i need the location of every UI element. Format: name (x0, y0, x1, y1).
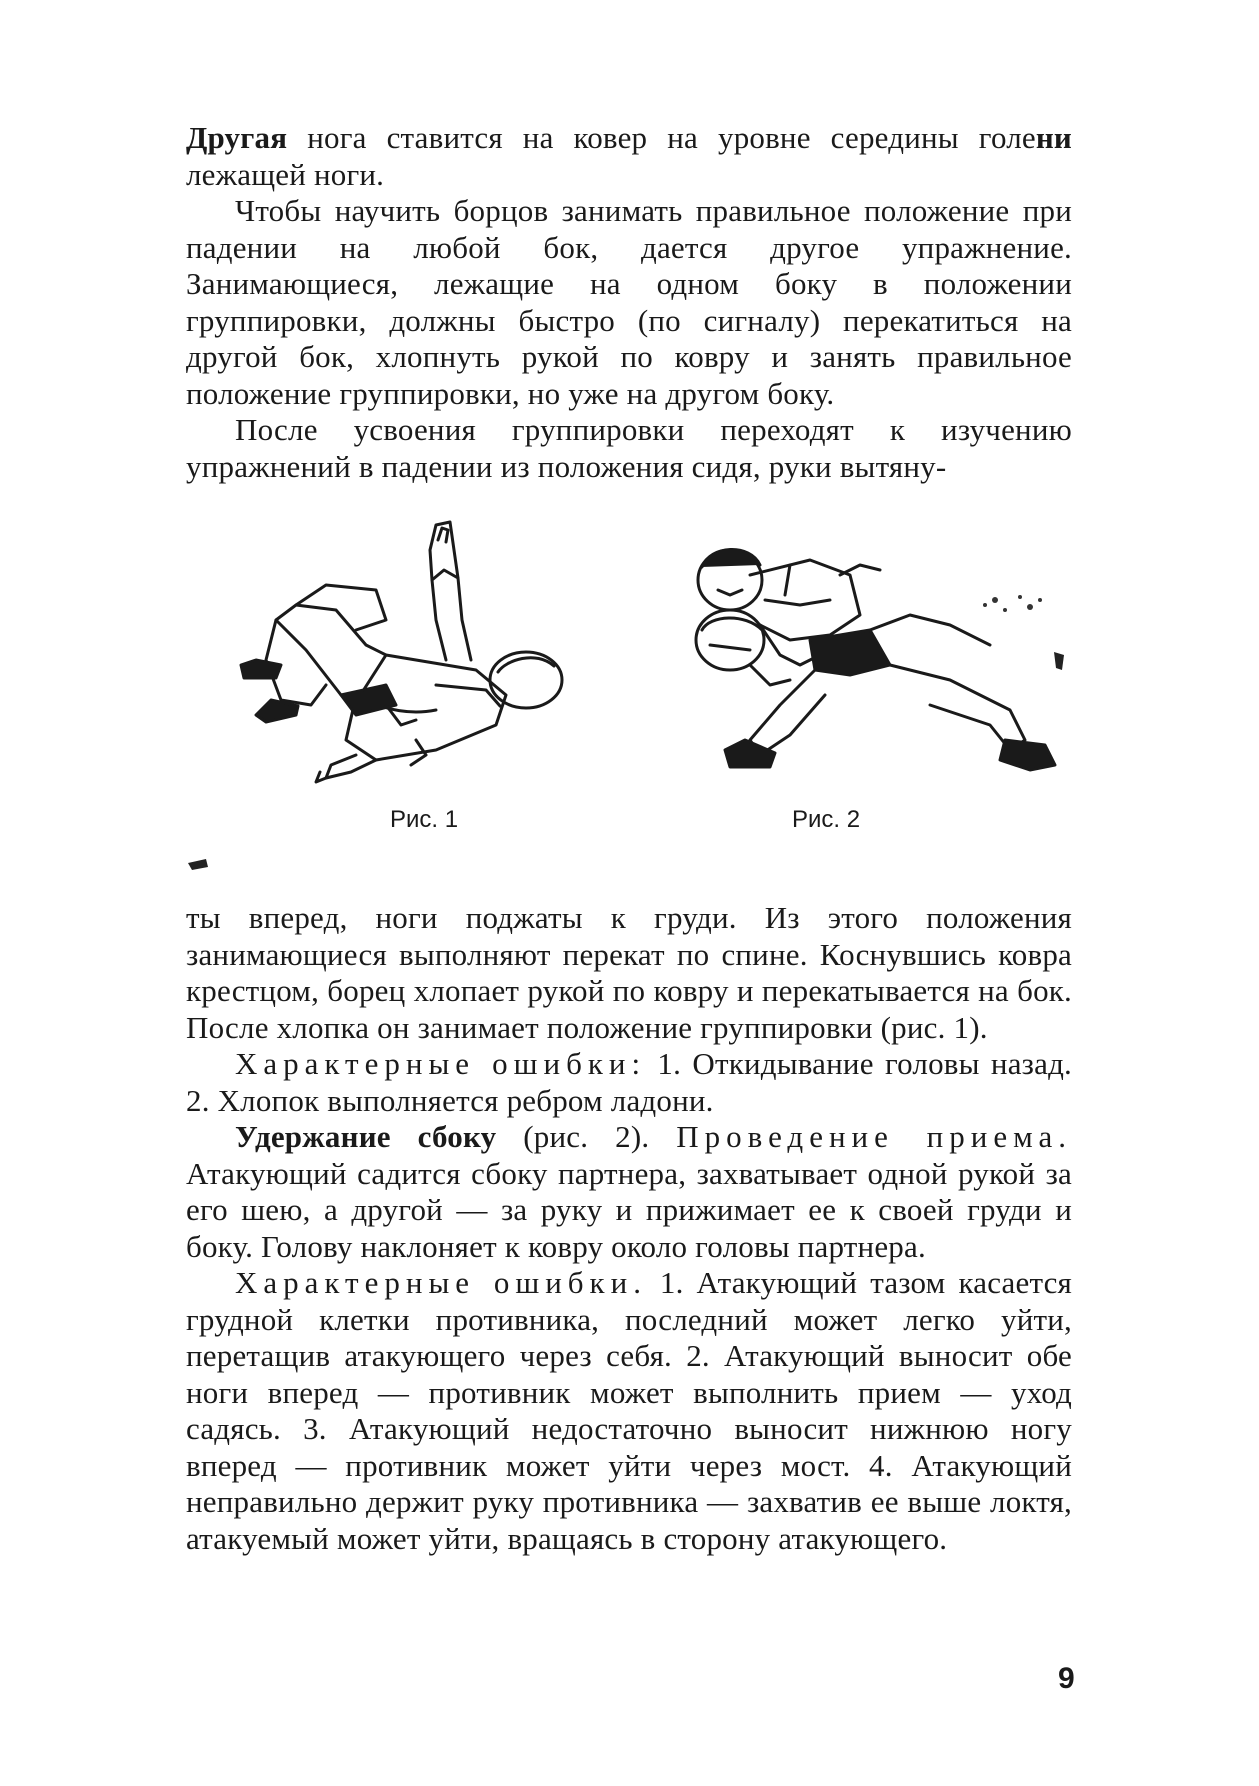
paragraph-4: ты вперед, ноги поджаты к груди. Из этого положения занимающиеся выполняют перекат по спине. Коснувшись ковра крестцом, борец хлопает рукой по ковру и перекатывается на бок. После хлопка он занимает положение группировки (рис. 1). (186, 900, 1072, 1045)
page-number: 9 (1058, 1662, 1075, 1695)
top-text-block (186, 120, 1072, 485)
section-label: Характерные ошибки. (235, 1265, 647, 1300)
paragraph-5 (186, 1046, 1072, 1119)
figure-1-caption: Рис. 1 (390, 806, 459, 833)
ink-smudge-icon (1050, 650, 1070, 675)
text-run: Атакующий садится сбоку партнера, захватывает одной рукой за его шею, а другой — за руку и прижимает ее к своей груди и боку. Голову наклоняет к ковру около головы партнера. (186, 1155, 1072, 1264)
paragraph-6 (186, 1119, 1072, 1265)
text-run: лежащей ноги. (186, 156, 385, 192)
side-hold-wrestlers-illustration (690, 545, 1080, 785)
figure-2-caption: Рис. 2 (792, 806, 861, 833)
text-run: 1. Атакующий тазом касается грудной клетки противника, последний может легко уйти, перетащив атакующего через себя. 2. Атакующий выносит обе ноги вперед — противник может выполнить прием — уход садясь. 3. Атакующий недостаточно выносит нижнюю ногу вперед — противник может уйти через мост. 4. Атакующий неправильно держит руку противника — захватив ее выше локтя, атакуемый может уйти, вращаясь в сторону атакующего. (186, 1265, 1072, 1556)
section-label: Характерные ошибки: (235, 1046, 647, 1081)
ink-smudge-icon (186, 857, 210, 873)
paragraph-2: Чтобы научить борцов занимать правильное положение при падении на любой бок, дается другое упражнение. Занимающиеся, лежащие на одном боку в положении группировки, должны быстро (по сигналу) перекатиться на другой бок, хлопнуть рукой по ковру и занять правильное положение группировки, но уже на другом боку. (186, 193, 1072, 411)
bottom-text-block (186, 900, 1072, 1557)
ink-smudge-icon (975, 585, 1055, 635)
paragraph-3: После усвоения группировки переходят к изучению упражнений в падении из положения сидя, руки вытяну- (186, 412, 1072, 484)
text-run: нога ставится на ковер на уровне середины голе (287, 120, 1036, 155)
text-run: Другая (186, 120, 288, 155)
paragraph-1 (186, 120, 1072, 193)
section-label: Проведение приема. (676, 1119, 1072, 1154)
text-run: ни (1035, 120, 1072, 155)
paragraph-7 (186, 1265, 1072, 1557)
falling-wrestler-illustration (236, 510, 576, 790)
text-run: (рис. 2). (496, 1119, 677, 1154)
text-run: 1. Откидывание головы назад. 2. Хлопок выполняется ребром ладони. (186, 1046, 1072, 1118)
section-title: Удержание сбоку (235, 1119, 497, 1154)
